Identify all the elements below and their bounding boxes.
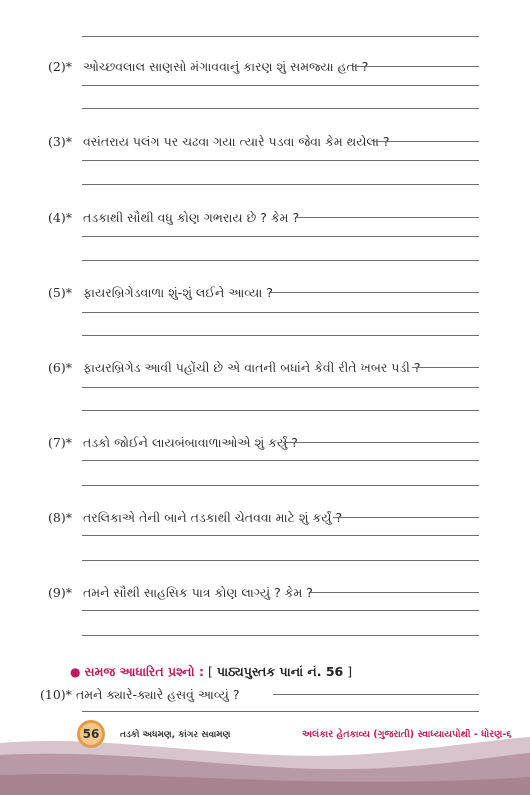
answer-line	[273, 694, 479, 695]
answer-line	[82, 535, 479, 536]
question-9	[48, 585, 480, 601]
answer-line	[82, 312, 479, 313]
answer-line	[82, 610, 479, 611]
answer-line	[82, 485, 479, 486]
answer-line	[82, 236, 479, 237]
question-6	[48, 360, 480, 376]
answer-line	[269, 292, 479, 293]
question-text: તરલિકાએ તેની બાને તડકાથી ચેતવવા માટે શું કર્યું ?	[83, 510, 343, 525]
question-number: (9)*	[48, 585, 72, 600]
answer-line	[373, 141, 479, 142]
chapter-title: તડકો અધમણ, કાંગર સવામણ	[120, 730, 231, 740]
textbook-reference	[208, 664, 352, 679]
question-number: (7)*	[48, 435, 72, 450]
answer-line	[82, 410, 479, 411]
question-number: (4)*	[48, 210, 72, 225]
book-title: અલંકાર હેતકાવ્ય (ગુજરાતી) સ્વાધ્યાયપોથી - ધોરણ-૬	[302, 729, 512, 740]
question-text: ફાયરબ્રિગેડવાળા શું-શું લઈને આવ્યા ?	[83, 285, 273, 300]
answer-line	[82, 711, 479, 712]
question-7	[48, 435, 480, 451]
question-5	[48, 285, 480, 301]
answer-line	[82, 635, 479, 636]
question-4	[48, 210, 480, 226]
answer-line	[412, 367, 479, 368]
answer-line	[82, 184, 479, 185]
reference-text: પાઠ્યપુસ્તક પાનાં નં. 56	[216, 664, 344, 679]
answer-line	[82, 36, 479, 37]
question-text: તડકાથી સૌથી વધુ કોણ ગભરાય છે ? કેમ ?	[83, 210, 300, 225]
question-2	[48, 59, 480, 75]
answer-line	[82, 387, 479, 388]
answer-line	[82, 560, 479, 561]
question-10	[40, 687, 480, 703]
question-text: ઓચ્છવલાલ સાણસો મંગાવવાનું કારણ શું સમજ્યા હતા ?	[83, 59, 369, 74]
question-text: તમને ક્યારે-ક્યારે હસવું આવ્યું ?	[76, 687, 240, 702]
question-3	[48, 134, 480, 150]
question-number: (3)*	[48, 134, 72, 149]
section-title: સમજ આધારિત પ્રશ્નો :	[84, 664, 204, 679]
question-text: વસંતરાય પલંગ પર ચઢવા ગયા ત્યારે પડવા જેવા કેમ થયેલા ?	[83, 134, 390, 149]
reference-close-bracket: ]	[347, 664, 353, 679]
reference-open-bracket: [	[207, 664, 213, 679]
question-number: (2)*	[48, 59, 72, 74]
answer-line	[82, 85, 479, 86]
answer-line	[283, 442, 479, 443]
answer-line	[82, 335, 479, 336]
answer-line	[82, 460, 479, 461]
question-8	[48, 510, 480, 526]
question-number: (6)*	[48, 360, 72, 375]
question-text: તડકો જોઈને લાયબંબાવાળાઓએ શું કર્યું ?	[83, 435, 298, 450]
section-heading	[70, 664, 352, 680]
answer-line	[82, 160, 479, 161]
question-number: (8)*	[48, 510, 72, 525]
page-number-badge: 56	[77, 720, 105, 748]
answer-line	[82, 260, 479, 261]
question-number: (10)*	[40, 687, 72, 702]
question-text: તમને સૌથી સાહસિક પાત્ર કોણ લાગ્યું ? કેમ ?	[83, 585, 313, 600]
answer-line	[353, 66, 479, 67]
answer-line	[333, 517, 479, 518]
question-text: ફાયરબ્રિગેડ આવી પહોંચી છે એ વાતની બધાંને કેવી રીતે ખબર પડી ?	[83, 360, 421, 375]
answer-line	[310, 592, 479, 593]
answer-line	[296, 217, 479, 218]
question-number: (5)*	[48, 285, 72, 300]
bullet-icon: ●	[70, 665, 81, 679]
answer-line	[82, 108, 479, 109]
